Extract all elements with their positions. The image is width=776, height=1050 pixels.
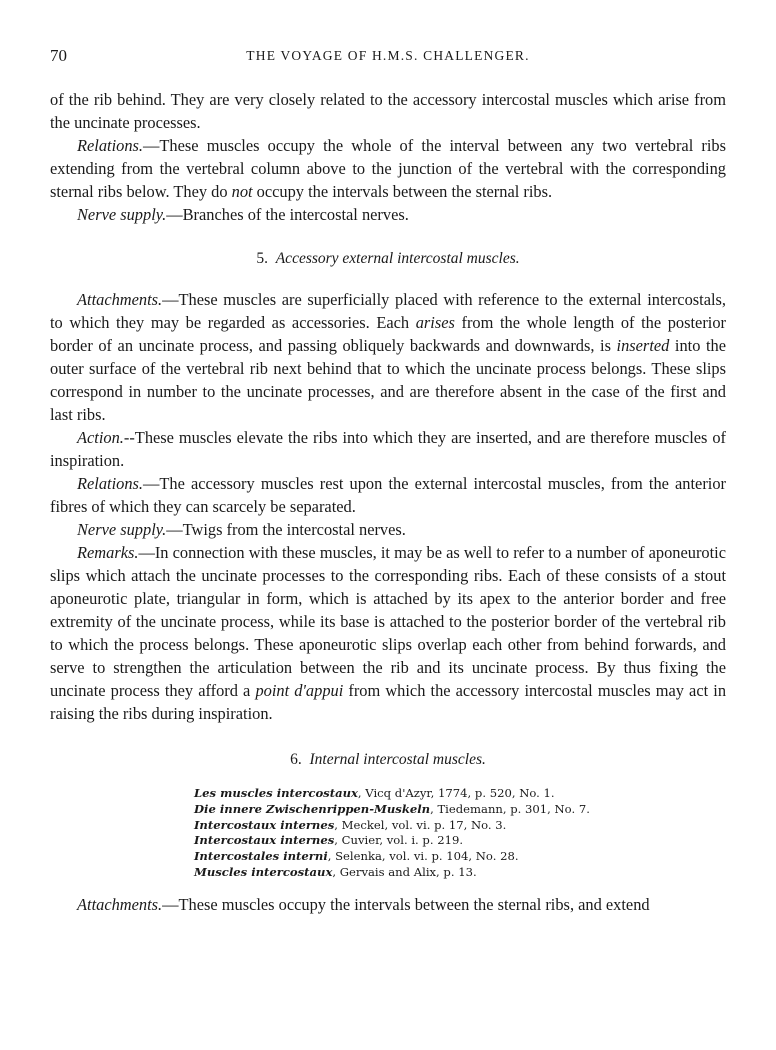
attachments-label-6: Attachments. [77, 894, 163, 914]
relations-text-end: occupy the intervals between the sternal ribs. [252, 182, 553, 201]
nerve-supply-text: —Branches of the intercostal nerves. [166, 205, 409, 224]
synonym-name: Muscles intercostaux [194, 864, 333, 879]
emphasis-point-dappui: point d'appui [255, 681, 344, 700]
section-6-title: Internal intercostal muscles. [309, 751, 486, 768]
section-6-heading [50, 748, 726, 771]
synonym-entry [194, 849, 726, 865]
attachments-label: Attachments. [77, 290, 163, 309]
attachments-text-6: —These muscles occupy the intervals between the sternal ribs, and extend [162, 894, 650, 914]
relations-paragraph [50, 134, 726, 203]
section-5-heading [50, 247, 726, 270]
emphasis-not: not [231, 182, 253, 201]
synonym-reference: , Vicq d'Azyr, 1774, p. 520, No. 1. [357, 786, 555, 800]
synonym-name: Les muscles intercostaux [194, 786, 358, 800]
synonym-reference: , Gervais and Alix, p. 13. [332, 864, 477, 879]
synonym-reference: , Selenka, vol. vi. p. 104, No. 28. [327, 849, 519, 864]
nerve-supply-paragraph-2 [50, 518, 726, 541]
attachments-paragraph [50, 288, 726, 426]
synonym-entry [194, 833, 726, 849]
nerve-supply-paragraph [50, 203, 726, 226]
action-label: Action. [77, 428, 124, 447]
continuation-paragraph: of the rib behind. They are very closely related to the accessory intercostal muscles which arise from the uncinate processes. [50, 90, 726, 132]
relations-label-2: Relations. [77, 474, 144, 493]
page-header [50, 46, 726, 68]
synonym-entry [194, 818, 726, 834]
synonym-name: Die innere Zwischenrippen-Muskeln [194, 801, 431, 816]
relations-text: —These muscles occupy the whole of the interval between any two vertebral ribs extending from the vertebral column above to the junction of the vertebral with the corresponding sternal ribs below. They do [50, 136, 726, 201]
synonym-entry [194, 786, 726, 802]
synonym-name: Intercostaux internes [194, 833, 335, 848]
section-5-number: 5. [256, 250, 268, 267]
page-body [50, 88, 726, 916]
remarks-label: Remarks. [77, 543, 139, 562]
section-6-number: 6. [290, 751, 302, 768]
emphasis-inserted: inserted [616, 336, 670, 355]
attachments-text-2: from the whole length of the posterior border of an uncinate process, and passing obliquely backwards and downwards, is [50, 313, 726, 355]
synonymy-list [194, 786, 726, 881]
relations-text-2: —The accessory muscles rest upon the external intercostal muscles, from the anterior fibres of which they can scarcely be separated. [50, 474, 726, 516]
synonym-reference: , Meckel, vol. vi. p. 17, No. 3. [334, 817, 507, 832]
attachments-text-1: —These muscles are superficially placed with reference to the external intercostals, to which they may be regarded as accessories. Each [50, 290, 726, 332]
nerve-supply-label: Nerve supply. [77, 205, 167, 224]
running-head: THE VOYAGE OF H.M.S. CHALLENGER. [246, 48, 530, 63]
remarks-text-2: from which the accessory intercostal muscles may act in raising the ribs during inspiration. [50, 681, 727, 723]
nerve-supply-label-2: Nerve supply. [77, 520, 167, 539]
relations-label: Relations. [77, 136, 144, 155]
action-text: --These muscles elevate the ribs into which they are inserted, and are therefore muscles of inspiration. [50, 428, 726, 470]
remarks-paragraph [50, 541, 726, 725]
synonym-entry [194, 865, 726, 881]
synonym-reference: , Tiedemann, p. 301, No. 7. [430, 801, 590, 816]
section-5-title: Accessory external intercostal muscles. [275, 250, 520, 267]
emphasis-arises: arises [415, 313, 455, 332]
synonym-reference: , Cuvier, vol. i. p. 219. [334, 833, 464, 848]
synonym-name: Intercostales interni [194, 849, 328, 864]
relations-paragraph-2 [50, 472, 726, 518]
action-paragraph [50, 426, 726, 472]
attachments-paragraph-6 [50, 893, 726, 916]
synonym-entry [194, 802, 726, 818]
attachments-text-3: into the outer surface of the vertebral rib next behind that to which the uncinate process belongs. These slips correspond in number to the uncinate processes, and are therefore absent in the case of the first and last ribs. [50, 336, 726, 424]
remarks-text-1: —In connection with these muscles, it may be as well to refer to a number of aponeurotic slips which attach the uncinate processes to the corresponding ribs. Each of these consists of a stout aponeurotic plate, triangular in form, which is attached by its apex to the anterior border and free extremity of the uncinate process, while its base is attached to the posterior border of the vertebral rib to which the process belongs. These aponeurotic slips overlap each other from behind forwards, and serve to strengthen the articulation between the rib and its uncinate process. By thus fixing the uncinate process they afford a [50, 543, 726, 700]
nerve-supply-text-2: —Twigs from the intercostal nerves. [166, 520, 406, 539]
page-number: 70 [50, 46, 67, 65]
synonym-name: Intercostaux internes [194, 817, 335, 832]
